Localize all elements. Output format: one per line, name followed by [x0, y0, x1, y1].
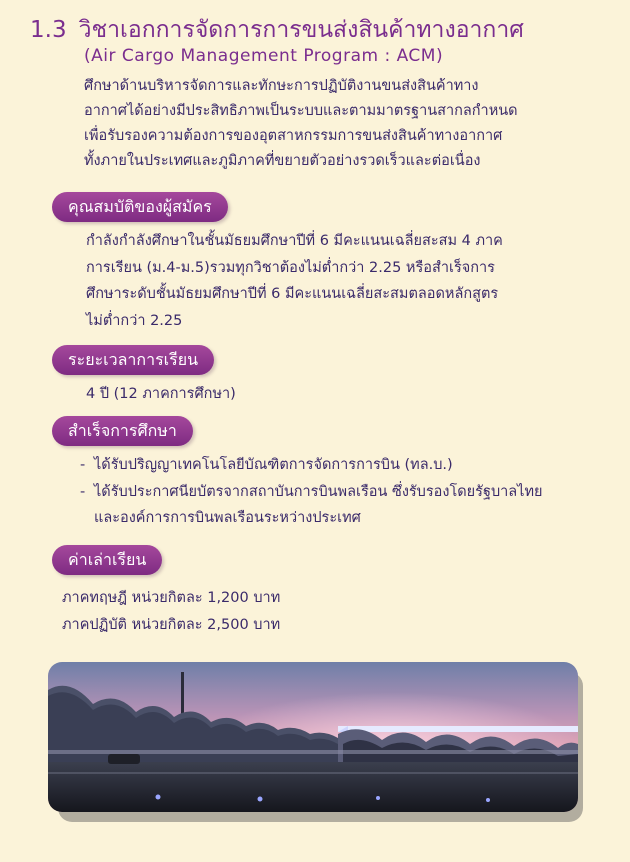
qualifications-heading: คุณสมบัติของผู้สมัคร — [52, 192, 228, 222]
graduation-heading: สำเร็จการศึกษา — [52, 416, 193, 446]
graduation-list — [80, 452, 543, 532]
airport-terminal-illustration — [48, 662, 578, 812]
airport-photo — [48, 662, 578, 812]
qualifications-paragraph — [86, 228, 503, 334]
tuition-theory: ภาคทฤษฎี หน่วยกิตละ 1,200 บาท — [62, 590, 281, 606]
tuition-heading: ค่าเล่าเรียน — [52, 545, 162, 575]
duration-text — [86, 381, 236, 408]
intro-line: ทั้งภายในประเทศและภูมิภาคที่ขยายตัวอย่างรวดเร็วและต่อเนื่อง — [84, 153, 481, 169]
graduation-item-degree: ได้รับปริญญาเทคโนโลยีบัณฑิตการจัดการการบิน (ทล.บ.) — [94, 457, 453, 473]
intro-line: เพื่อรับรองความต้องการของอุตสาหกรรมการขนส่งสินค้าทางอากาศ — [84, 128, 503, 144]
intro-line: อากาศได้อย่างมีประสิทธิภาพเป็นระบบและตามมาตรฐานสากลกำหนด — [84, 103, 518, 119]
qualifications-line: ศึกษาระดับชั้นมัธยมศึกษาปีที่ 6 มีคะแนนเฉลี่ยสะสมตลอดหลักสูตร — [86, 286, 499, 302]
qualifications-line: การเรียน (ม.4-ม.5)รวมทุกวิชาต้องไม่ต่ำกว่า 2.25 หรือสำเร็จการ — [86, 259, 495, 276]
qualifications-line: ไม่ต่ำกว่า 2.25 — [86, 312, 183, 329]
list-item — [80, 452, 543, 479]
intro-paragraph — [84, 74, 604, 174]
section-number: 1.3 — [30, 17, 67, 43]
title-row — [30, 12, 524, 48]
bullet-marker: - — [80, 483, 86, 500]
bullet-marker: - — [80, 457, 86, 473]
page-subtitle: (Air Cargo Management Program : ACM) — [84, 46, 444, 66]
graduation-item-certificate: ได้รับประกาศนียบัตรจากสถาบันการบินพลเรือน ซึ่งรับรองโดยรัฐบาลไทย — [94, 483, 543, 500]
page-title: วิชาเอกการจัดการการขนส่งสินค้าทางอากาศ — [78, 17, 524, 43]
duration-value: 4 ปี (12 ภาคการศึกษา) — [86, 386, 236, 402]
graduation-item-certificate-cont: และองค์การการบินพลเรือนระหว่างประเทศ — [94, 510, 361, 526]
tuition-fees — [62, 585, 280, 639]
list-item — [80, 479, 543, 506]
qualifications-line: กำลังกำลังศึกษาในชั้นมัธยมศึกษาปีที่ 6 มีคะแนนเฉลี่ยสะสม 4 ภาค — [86, 233, 503, 249]
intro-line: ศึกษาด้านบริหารจัดการและทักษะการปฏิบัติงานขนส่งสินค้าทาง — [84, 78, 479, 94]
duration-heading: ระยะเวลาการเรียน — [52, 345, 214, 375]
tuition-practice: ภาคปฏิบัติ หน่วยกิตละ 2,500 บาท — [62, 617, 281, 633]
